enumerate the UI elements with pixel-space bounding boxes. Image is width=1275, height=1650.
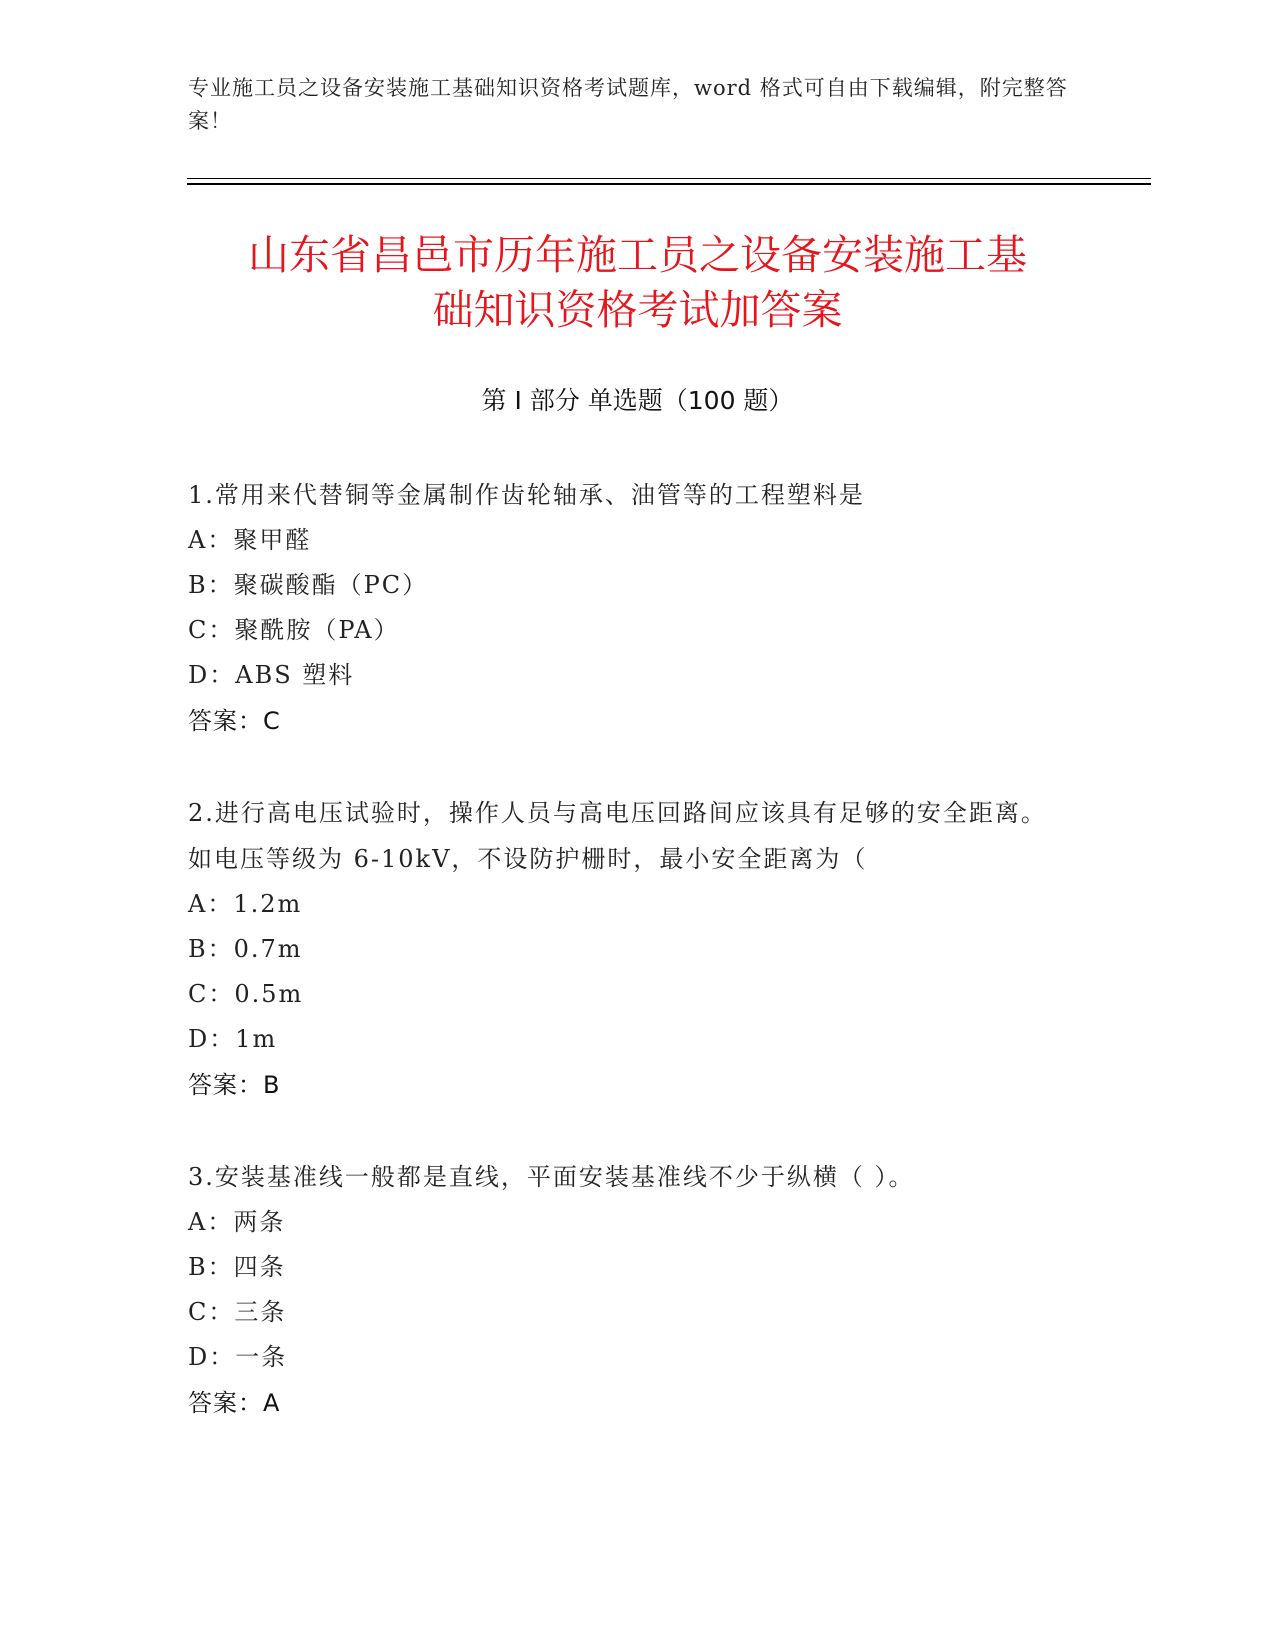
document-title bbox=[150, 228, 1125, 338]
question-stem: 3.安装基准线一般都是直线，平面安装基准线不少于纵横（ ）。 bbox=[188, 1163, 915, 1191]
header-divider-thin bbox=[187, 178, 1151, 179]
option-b: B：四条 bbox=[188, 1253, 286, 1281]
option-a: A：聚甲醛 bbox=[188, 526, 312, 554]
question-2 bbox=[188, 790, 1068, 1108]
option-d: D：1m bbox=[188, 1025, 278, 1053]
option-c: C：三条 bbox=[188, 1298, 287, 1326]
option-d: D：一条 bbox=[188, 1343, 288, 1371]
header-note: 专业施工员之设备安装施工基础知识资格考试题库，word 格式可自由下载编辑，附完整答案！ bbox=[188, 76, 1068, 133]
answer-label: 答案：B bbox=[188, 1071, 281, 1099]
answer-label: 答案：A bbox=[188, 1389, 281, 1417]
document-title-line-1: 山东省昌邑市历年施工员之设备安装施工基 bbox=[248, 231, 1027, 279]
option-a: A：1.2m bbox=[188, 890, 303, 918]
option-a: A：两条 bbox=[188, 1208, 286, 1236]
option-b: B：聚碳酸酯（PC） bbox=[188, 571, 429, 599]
option-c: C：0.5m bbox=[188, 980, 304, 1008]
option-b: B：0.7m bbox=[188, 935, 303, 963]
question-1 bbox=[188, 472, 1068, 744]
document-title-line-2: 础知识资格考试加答案 bbox=[432, 286, 843, 334]
header-divider-thick bbox=[187, 183, 1151, 185]
answer-label: 答案：C bbox=[188, 707, 281, 735]
question-stem: 1.常用来代替铜等金属制作齿轮轴承、油管等的工程塑料是 bbox=[188, 481, 865, 509]
option-d: D：ABS 塑料 bbox=[188, 661, 355, 689]
section-heading: 第 I 部分 单选题（100 题） bbox=[481, 386, 794, 415]
question-stem: 2.进行高电压试验时，操作人员与高电压回路间应该具有足够的安全距离。如电压等级为 6-10kV，不设防护栅时，最小安全距离为（ bbox=[188, 799, 1047, 873]
option-c: C：聚酰胺（PA） bbox=[188, 616, 400, 644]
question-3 bbox=[188, 1154, 1068, 1426]
